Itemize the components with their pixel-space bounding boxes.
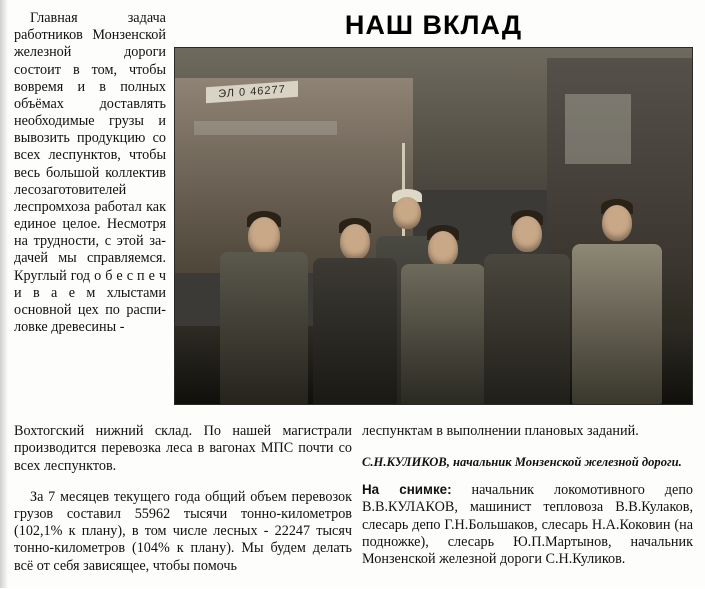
group-photo [174,47,693,405]
photo-person-head [512,216,542,252]
locomotive-number-plate: ЭЛ 0 46277 [206,81,298,103]
article-paragraph-2-continued: леспунктам в выполнении плановых заданий. [362,423,639,440]
top-region [14,10,693,405]
caption-column [362,409,693,589]
left-text-column [14,10,174,336]
page-title: НАШ ВКЛАД [344,10,523,40]
article-paragraph-1-continued: Вохтогский нижний склад. По нашей магистрали производится перевозка леса в вагонах МПС почти со всех леспунктов. [14,423,352,474]
photo-person-5 [568,199,666,404]
article-continuation-column [14,409,362,589]
photo-credit: С.Н.КУЛИКОВ, начальник Монзенской железной дороги. [362,454,682,469]
photo-caption-text: начальник локомотивного депо В.В.КУЛАКОВ, машинист тепловоза В.В.Кулаков, слесарь депо Г.Н.Большаков, слесарь Н.А.Коковин (на подножке), слесарь Ю.П.Мартынов, начальник Монзенской железной дороги С.Н.Куликов. [362,482,694,567]
photo-person-head [248,217,280,255]
photo-person-3 [397,219,489,404]
photo-person-torso [401,264,485,404]
photo-person-head [340,224,370,260]
photo-person-2 [309,214,401,404]
photo-person-head [602,205,632,241]
article-lead-paragraph: Главная задача работников Монзенской железной дороги состоит в том, чтобы вовремя и в полных объёмах доставлять необходимые грузы и вывозить продукцию со всех леспунктов, чтобы весь большой коллектив лесозаготовителей леспромхоза работал как единое целое. Несмотря на трудности, с этой задачей мы справляемся. Круглый год о б е с п е ч и в а е м хлыстами основной цех по распиловке древесины - [14,10,166,336]
photo-caption-prefix: На снимке: [362,482,452,498]
photo-person-1 [216,209,312,404]
photo-person-torso [220,252,308,404]
headline-and-photo-column [174,10,693,405]
photo-person-head [428,231,458,267]
photo-person-torso [572,244,662,404]
page-edge-shadow [0,0,8,588]
photo-person-torso [313,258,397,404]
lower-text-region [14,409,693,589]
photo-person-4 [480,208,574,404]
article-paragraph-2: За 7 месяцев текущего года общий объем перевозок грузов составил 55962 тысячи тонно-километров (102,1% к плану), в том числе лесных - 22247 тысяч тонно-километров (104% к плану). Мы будем делать всё от себя зависящее, чтобы помочь [14,488,352,574]
photo-caption [362,482,693,568]
photo-person-torso [484,254,570,404]
